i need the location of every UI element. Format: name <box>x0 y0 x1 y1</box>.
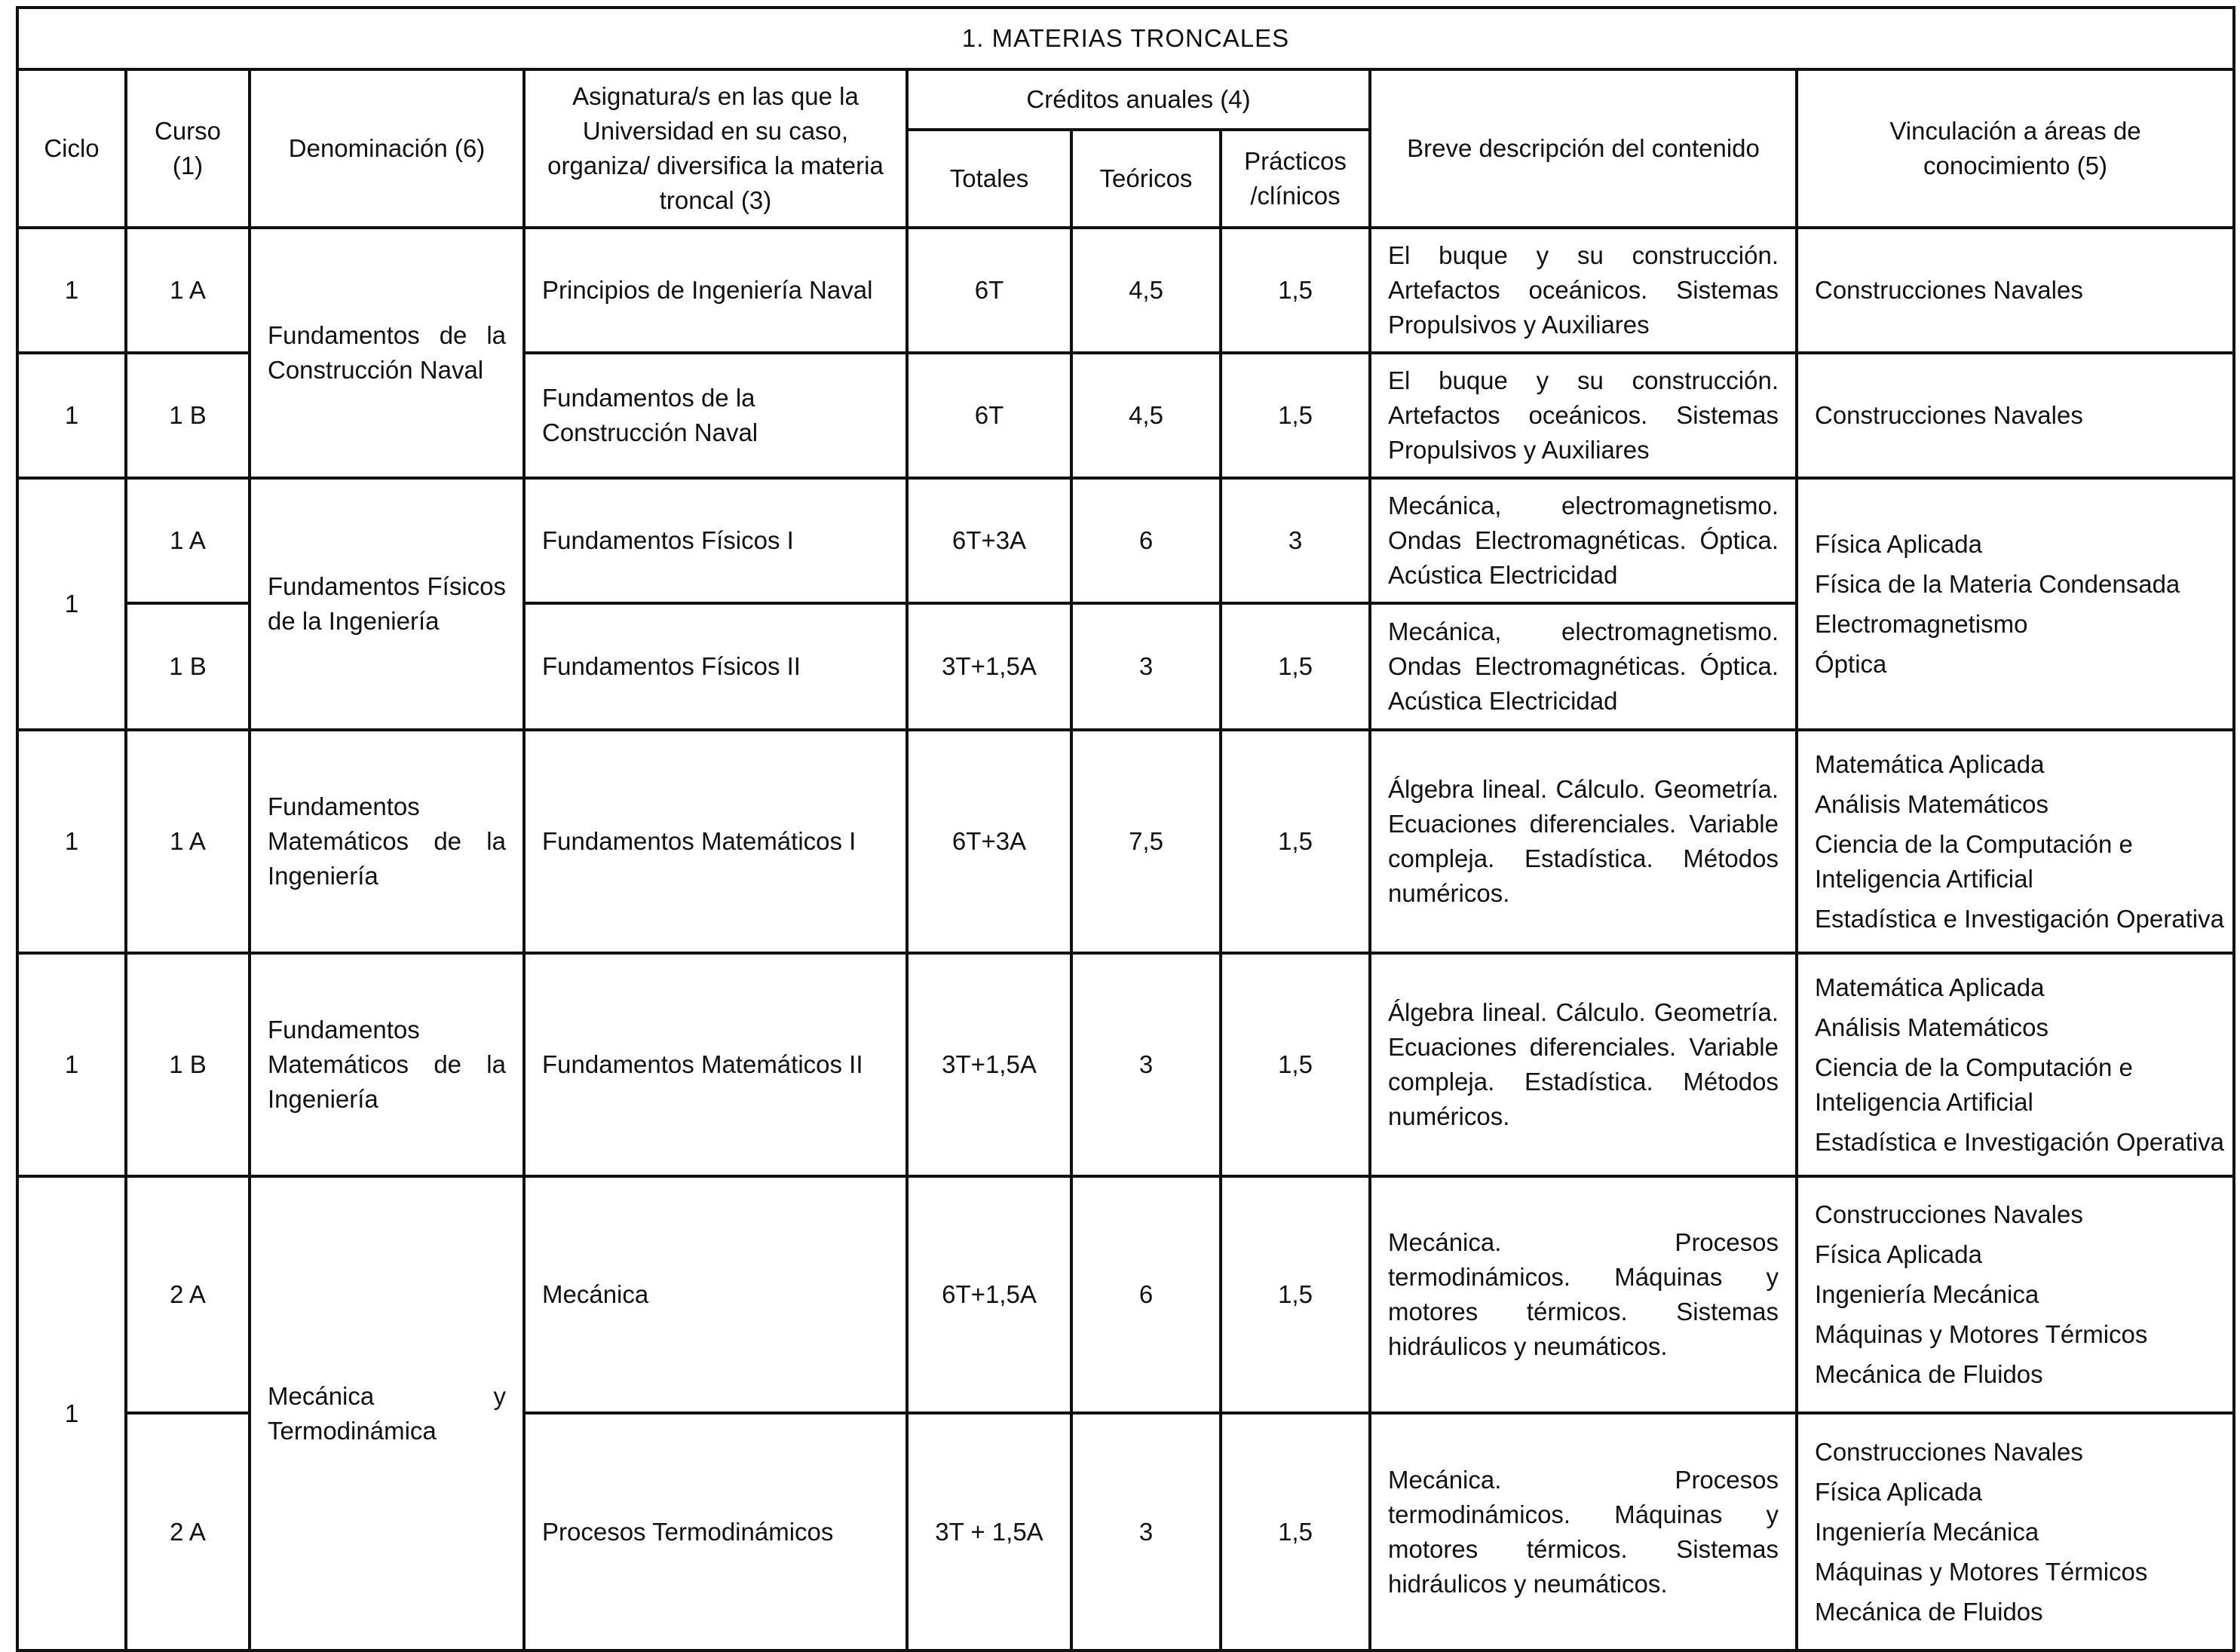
area-item: Física Aplicada <box>1815 1240 1982 1268</box>
cell-curso: 2 A <box>126 1176 250 1413</box>
area-item: Ciencia de la Computación e Inteligencia Artificial <box>1815 1053 2133 1116</box>
area-item: Mecánica de Fluidos <box>1815 1360 2043 1388</box>
cell-descripcion: El buque y su construcción. Artefactos oceánicos. Sistemas Propulsivos y Auxiliares <box>1370 228 1797 353</box>
cell-ciclo: 1 <box>17 353 126 478</box>
cell-practicos: 1,5 <box>1221 353 1370 478</box>
denominacion-line: Termodinámica <box>268 1416 437 1445</box>
cell-totales: 6T <box>907 353 1071 478</box>
cell-areas <box>1797 953 2234 1176</box>
cell-curso: 1 B <box>126 953 250 1176</box>
cell-asignatura: Fundamentos de la Construcción Naval <box>524 353 907 478</box>
cell-denominacion <box>250 228 524 478</box>
cell-descripcion: Álgebra lineal. Cálculo. Geometría. Ecuaciones diferenciales. Variable compleja. Estadística. Métodos numéricos. <box>1370 730 1797 953</box>
cell-curso: 1 A <box>126 228 250 353</box>
header-asignatura: Asignatura/s en las que la Universidad en su caso, organiza/ diversifica la materia troncal (3) <box>524 69 907 228</box>
cell-teoricos: 3 <box>1071 1413 1221 1650</box>
area-item: Física de la Materia Condensada <box>1815 569 2180 598</box>
area-item: Matemática Aplicada <box>1815 973 2045 1001</box>
cell-curso: 1 B <box>126 353 250 478</box>
area-item: Estadística e Investigación Operativa <box>1815 904 2224 933</box>
header-ciclo: Ciclo <box>17 69 126 228</box>
cell-asignatura: Mecánica <box>524 1176 907 1413</box>
header-creditos-anuales: Créditos anuales (4) <box>907 69 1370 130</box>
cell-ciclo: 1 <box>17 730 126 953</box>
cell-totales: 3T + 1,5A <box>907 1413 1071 1650</box>
denominacion-line: Fundamentos <box>268 792 420 820</box>
area-item: Física Aplicada <box>1815 1477 1982 1506</box>
area-item: Construcciones Navales <box>1815 1200 2083 1228</box>
cell-totales: 6T <box>907 228 1071 353</box>
cell-teoricos: 4,5 <box>1071 228 1221 353</box>
header-curso: Curso (1) <box>126 69 250 228</box>
cell-practicos: 1,5 <box>1221 730 1370 953</box>
cell-practicos: 1,5 <box>1221 1413 1370 1650</box>
area-item: Construcciones Navales <box>1815 1437 2083 1466</box>
header-vinculacion: Vinculación a áreas de conocimiento (5) <box>1797 69 2234 228</box>
cell-asignatura: Fundamentos Físicos II <box>524 603 907 730</box>
cell-denominacion <box>250 1176 524 1650</box>
cell-areas <box>1797 1413 2234 1650</box>
cell-totales: 6T+3A <box>907 478 1071 603</box>
area-item: Construcciones Navales <box>1815 276 2083 304</box>
denominacion-line: Fundamentos de la <box>268 321 506 349</box>
area-item: Óptica <box>1815 649 1887 678</box>
cell-practicos: 1,5 <box>1221 603 1370 730</box>
table-row <box>17 953 2234 1176</box>
denominacion-line: Mecánica y <box>268 1381 506 1410</box>
cell-descripcion: Álgebra lineal. Cálculo. Geometría. Ecuaciones diferenciales. Variable compleja. Estadística. Métodos numéricos. <box>1370 953 1797 1176</box>
area-item: Estadística e Investigación Operativa <box>1815 1127 2224 1156</box>
cell-descripcion: Mecánica. Procesos termodinámicos. Máquinas y motores térmicos. Sistemas hidráulicos y neumáticos. <box>1370 1176 1797 1413</box>
document-page <box>16 6 2232 1638</box>
cell-asignatura: Fundamentos Matemáticos I <box>524 730 907 953</box>
area-item: Máquinas y Motores Térmicos <box>1815 1320 2148 1348</box>
cell-teoricos: 3 <box>1071 603 1221 730</box>
cell-areas <box>1797 1176 2234 1413</box>
area-item: Ciencia de la Computación e Inteligencia Artificial <box>1815 829 2133 893</box>
cell-asignatura: Fundamentos Físicos I <box>524 478 907 603</box>
table-row <box>17 478 2234 603</box>
cell-curso: 1 A <box>126 478 250 603</box>
cell-areas <box>1797 353 2234 478</box>
denominacion-line: Fundamentos Físicos <box>268 572 506 600</box>
cell-practicos: 3 <box>1221 478 1370 603</box>
cell-asignatura: Principios de Ingeniería Naval <box>524 228 907 353</box>
cell-areas <box>1797 228 2234 353</box>
cell-denominacion <box>250 953 524 1176</box>
cell-practicos: 1,5 <box>1221 1176 1370 1413</box>
cell-teoricos: 6 <box>1071 478 1221 603</box>
area-item: Análisis Matemáticos <box>1815 789 2048 818</box>
area-item: Física Aplicada <box>1815 529 1982 558</box>
area-item: Electromagnetismo <box>1815 609 2028 638</box>
denominacion-line: Fundamentos <box>268 1016 420 1044</box>
cell-curso: 1 B <box>126 603 250 730</box>
denominacion-line: de la Ingeniería <box>268 607 440 635</box>
cell-ciclo: 1 <box>17 1176 126 1650</box>
area-item: Ingeniería Mecánica <box>1815 1280 2039 1308</box>
materias-troncales-table <box>16 6 2235 1652</box>
cell-ciclo: 1 <box>17 478 126 730</box>
header-practicos: Prácticos /clínicos <box>1221 130 1370 228</box>
table-title: 1. MATERIAS TRONCALES <box>17 8 2234 69</box>
cell-descripcion: Mecánica, electromagnetismo. Ondas Electromagnéticas. Óptica. Acústica Electricidad <box>1370 478 1797 603</box>
header-totales: Totales <box>907 130 1071 228</box>
area-item: Ingeniería Mecánica <box>1815 1517 2039 1546</box>
denominacion-line: Construcción Naval <box>268 356 484 384</box>
denominacion-line: Matemáticos de la <box>268 1050 506 1078</box>
area-item: Matemática Aplicada <box>1815 749 2045 778</box>
cell-totales: 6T+3A <box>907 730 1071 953</box>
denominacion-line: Ingeniería <box>268 862 378 890</box>
area-item: Mecánica de Fluidos <box>1815 1597 2043 1626</box>
cell-teoricos: 7,5 <box>1071 730 1221 953</box>
area-item: Análisis Matemáticos <box>1815 1013 2048 1041</box>
cell-totales: 6T+1,5A <box>907 1176 1071 1413</box>
cell-curso: 2 A <box>126 1413 250 1650</box>
header-descripcion: Breve descripción del contenido <box>1370 69 1797 228</box>
cell-asignatura: Procesos Termodinámicos <box>524 1413 907 1650</box>
cell-totales: 3T+1,5A <box>907 953 1071 1176</box>
cell-ciclo: 1 <box>17 953 126 1176</box>
cell-practicos: 1,5 <box>1221 953 1370 1176</box>
table-row <box>17 1176 2234 1413</box>
table-row <box>17 730 2234 953</box>
cell-areas <box>1797 730 2234 953</box>
cell-totales: 3T+1,5A <box>907 603 1071 730</box>
cell-descripcion: El buque y su construcción. Artefactos oceánicos. Sistemas Propulsivos y Auxiliares <box>1370 353 1797 478</box>
cell-teoricos: 4,5 <box>1071 353 1221 478</box>
table-row <box>17 228 2234 353</box>
cell-ciclo: 1 <box>17 228 126 353</box>
cell-curso: 1 A <box>126 730 250 953</box>
area-item: Construcciones Navales <box>1815 401 2083 429</box>
denominacion-line: Ingeniería <box>268 1085 378 1113</box>
area-item: Máquinas y Motores Térmicos <box>1815 1557 2148 1586</box>
cell-denominacion <box>250 478 524 730</box>
cell-descripcion: Mecánica. Procesos termodinámicos. Máquinas y motores térmicos. Sistemas hidráulicos y neumáticos. <box>1370 1413 1797 1650</box>
cell-areas <box>1797 478 2234 730</box>
cell-denominacion <box>250 730 524 953</box>
denominacion-line: Matemáticos de la <box>268 827 506 855</box>
header-denominacion: Denominación (6) <box>250 69 524 228</box>
cell-teoricos: 3 <box>1071 953 1221 1176</box>
header-teoricos: Teóricos <box>1071 130 1221 228</box>
cell-descripcion: Mecánica, electromagnetismo. Ondas Electromagnéticas. Óptica. Acústica Electricidad <box>1370 603 1797 730</box>
cell-practicos: 1,5 <box>1221 228 1370 353</box>
cell-asignatura: Fundamentos Matemáticos II <box>524 953 907 1176</box>
cell-teoricos: 6 <box>1071 1176 1221 1413</box>
